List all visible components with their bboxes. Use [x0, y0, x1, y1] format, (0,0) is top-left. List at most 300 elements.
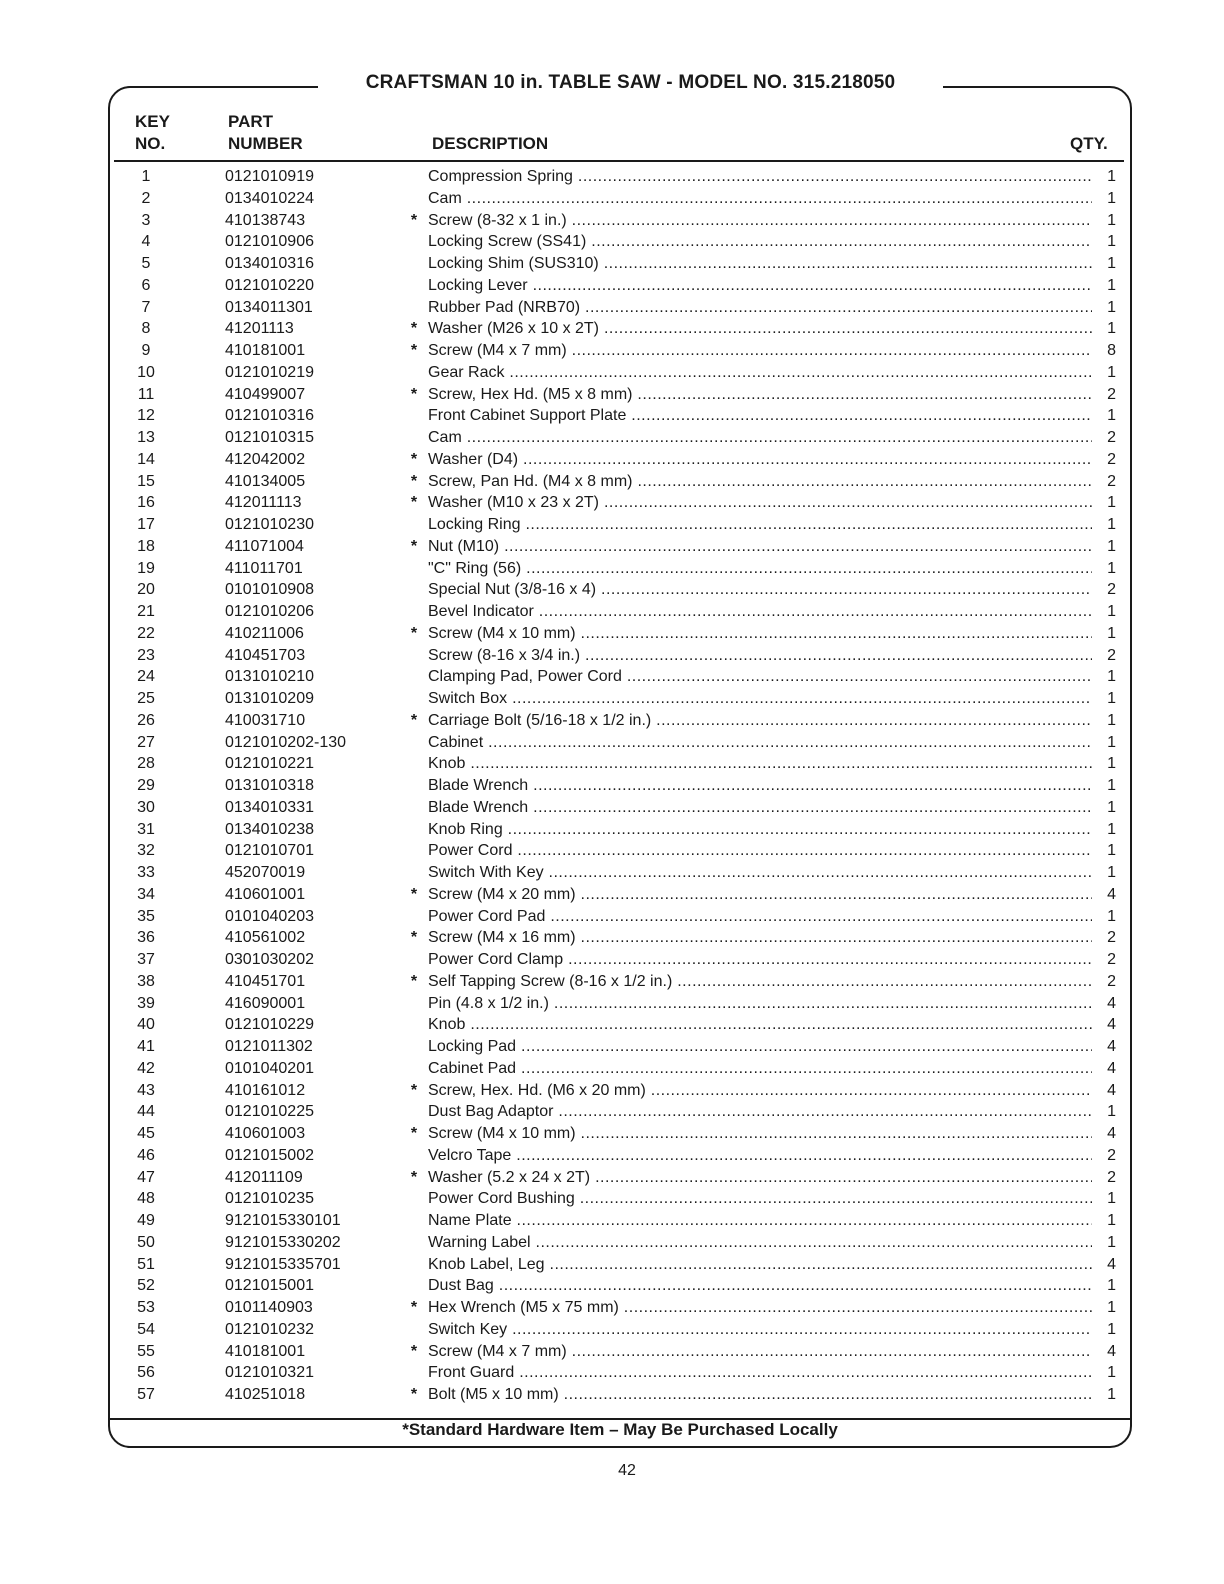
table-row: [0, 840, 1224, 862]
page-title: CRAFTSMAN 10 in. TABLE SAW - MODEL NO. 315.218050: [365, 72, 896, 93]
quantity: 8: [1107, 342, 1116, 359]
footnote: *Standard Hardware Item – May Be Purchased Locally: [402, 1420, 838, 1439]
hardware-mark: *: [410, 211, 418, 229]
quantity: 1: [1107, 624, 1116, 642]
table-row: [0, 753, 1224, 775]
key-number: 7: [141, 298, 151, 316]
key-header-line1: KEY: [135, 112, 170, 131]
quantity: 4: [1107, 885, 1116, 903]
part-number: 0121010220: [225, 276, 314, 294]
part-number: 452070019: [225, 864, 306, 881]
table-row: [0, 340, 1224, 362]
table-row: [0, 1080, 1224, 1102]
table-row: [0, 1341, 1224, 1363]
quantity: 1: [1107, 516, 1116, 533]
quantity: 2: [1107, 929, 1116, 947]
part-header-line2: NUMBER: [228, 134, 303, 153]
key-number: 12: [137, 407, 155, 425]
part-number: 0121010225: [225, 1103, 314, 1121]
quantity: 1: [1107, 168, 1116, 185]
key-number: 28: [137, 755, 155, 773]
key-number: 26: [137, 711, 155, 729]
part-description: Bolt (M5 x 10 mm) .....: [428, 1384, 1092, 1406]
table-row: [0, 1188, 1224, 1210]
key-number: 46: [137, 1146, 155, 1164]
key-number: 31: [137, 820, 155, 838]
part-number: 410181001: [225, 342, 306, 359]
quantity: 2: [1107, 951, 1116, 968]
part-description: Screw, Hex. Hd. (M6 x 20 mm) .....: [428, 1080, 1092, 1102]
part-number: 0134010331: [225, 798, 314, 816]
table-row: [0, 971, 1224, 993]
key-number: 21: [137, 603, 155, 620]
hardware-mark: *: [410, 624, 418, 642]
hardware-mark: *: [410, 711, 418, 729]
quantity: 4: [1107, 1059, 1116, 1077]
part-description: Screw (M4 x 10 mm) .....: [428, 623, 1092, 645]
part-number: 412011113: [225, 494, 302, 512]
quantity: 1: [1107, 189, 1116, 207]
part-description: Switch Key .....: [428, 1319, 1092, 1341]
part-description: Blade Wrench .....: [428, 775, 1092, 797]
key-number: 45: [137, 1125, 155, 1142]
hardware-mark: *: [410, 1386, 418, 1403]
quantity: 1: [1107, 407, 1116, 425]
part-number: 0121010221: [225, 755, 314, 773]
part-description: Washer (D4) .....: [428, 449, 1092, 471]
table-row: [0, 993, 1224, 1015]
quantity: 4: [1107, 1125, 1116, 1142]
key-number: 43: [137, 1081, 155, 1099]
part-number: 0131010318: [225, 777, 314, 794]
part-description: Rubber Pad (NRB70) .....: [428, 297, 1092, 319]
part-number: 0121010202-130: [225, 733, 347, 751]
hardware-mark: *: [410, 1342, 418, 1360]
part-description: Screw (M4 x 7 mm) .....: [428, 340, 1092, 362]
part-number: 0121015002: [225, 1146, 314, 1164]
table-row: [0, 1384, 1224, 1406]
key-number: 20: [137, 581, 155, 599]
qty-header: QTY.: [1070, 134, 1108, 153]
key-number: 40: [137, 1016, 155, 1034]
part-number: 410251018: [225, 1386, 306, 1403]
hardware-mark: *: [410, 385, 418, 403]
part-description: Washer (M10 x 23 x 2T) .....: [428, 492, 1092, 514]
quantity: 2: [1107, 429, 1116, 446]
quantity: 1: [1107, 668, 1116, 686]
table-row: [0, 862, 1224, 884]
table-row: [0, 666, 1224, 688]
key-number: 23: [137, 646, 155, 664]
key-number: 55: [137, 1342, 155, 1360]
part-description: Locking Pad .....: [428, 1036, 1092, 1058]
part-description: Locking Screw (SS41) .....: [428, 231, 1092, 253]
part-description: Knob Ring .....: [428, 819, 1092, 841]
part-description: Locking Ring .....: [428, 514, 1092, 536]
key-number: 33: [137, 864, 155, 881]
part-description: Washer (M26 x 10 x 2T) .....: [428, 318, 1092, 340]
part-number: 0121010919: [225, 168, 314, 185]
part-number: 410181001: [225, 1342, 306, 1360]
hardware-mark: *: [410, 494, 418, 512]
part-number: 412011109: [225, 1168, 303, 1186]
key-number: 11: [137, 385, 155, 403]
quantity: 4: [1107, 1255, 1116, 1273]
quantity: 1: [1107, 276, 1116, 294]
part-number: 0101040203: [225, 907, 314, 925]
table-row: [0, 775, 1224, 797]
part-number: 0121010229: [225, 1016, 314, 1034]
part-description: Screw, Pan Hd. (M4 x 8 mm) .....: [428, 471, 1092, 493]
table-row: [0, 405, 1224, 427]
part-number: 0134011301: [225, 298, 313, 316]
quantity: 1: [1107, 320, 1116, 338]
part-description: Knob .....: [428, 753, 1092, 775]
table-row: [0, 166, 1224, 188]
key-number: 35: [137, 907, 155, 925]
quantity: 1: [1107, 1299, 1116, 1316]
key-number: 42: [137, 1059, 155, 1077]
key-number: 51: [137, 1255, 155, 1273]
part-description: Cabinet .....: [428, 732, 1092, 754]
quantity: 1: [1107, 559, 1116, 577]
quantity: 1: [1107, 1364, 1116, 1382]
key-number: 53: [137, 1299, 155, 1316]
part-number: 410451701: [225, 972, 306, 990]
quantity: 2: [1107, 472, 1116, 490]
table-row: [0, 688, 1224, 710]
part-description: Hex Wrench (M5 x 75 mm) .....: [428, 1297, 1092, 1319]
table-row: [0, 906, 1224, 928]
key-number: 57: [137, 1386, 155, 1403]
part-number: 41201113: [225, 320, 294, 338]
part-description: Washer (5.2 x 24 x 2T) .....: [428, 1167, 1092, 1189]
part-description: Screw (M4 x 7 mm) .....: [428, 1341, 1092, 1363]
table-row: [0, 449, 1224, 471]
key-number: 17: [137, 516, 155, 533]
key-number: 36: [137, 929, 155, 947]
key-number: 50: [137, 1233, 155, 1251]
part-number: 0121010321: [225, 1364, 314, 1382]
quantity: 1: [1107, 255, 1116, 272]
key-number: 14: [137, 450, 155, 468]
key-number: 25: [137, 690, 155, 707]
part-number: 410451703: [225, 646, 306, 664]
quantity: 1: [1107, 733, 1116, 751]
part-number: 410138743: [225, 211, 306, 229]
header-rule: [114, 160, 1124, 162]
key-number: 32: [137, 842, 155, 860]
part-number: 0301030202: [225, 951, 314, 968]
table-row: [0, 362, 1224, 384]
part-description: Screw (M4 x 16 mm) .....: [428, 927, 1092, 949]
quantity: 1: [1107, 537, 1116, 555]
key-number: 18: [137, 537, 155, 555]
part-number: 410601003: [225, 1125, 306, 1142]
part-number: 0121011302: [225, 1038, 313, 1055]
quantity: 2: [1107, 646, 1116, 664]
part-number: 410601001: [225, 885, 306, 903]
quantity: 2: [1107, 581, 1116, 599]
part-number: 410561002: [225, 929, 306, 947]
table-row: [0, 471, 1224, 493]
key-header-line2: NO.: [135, 134, 166, 153]
quantity: 1: [1107, 494, 1116, 512]
part-number: 0121015001: [225, 1277, 314, 1295]
key-number: 37: [137, 951, 155, 968]
key-number: 52: [137, 1277, 155, 1295]
part-description: Front Cabinet Support Plate .....: [428, 405, 1092, 427]
part-number: 410211006: [225, 624, 304, 642]
table-row: [0, 949, 1224, 971]
quantity: 4: [1107, 994, 1116, 1012]
table-row: [0, 514, 1224, 536]
key-number: 54: [137, 1320, 155, 1338]
hardware-mark: *: [410, 972, 418, 990]
quantity: 1: [1107, 842, 1116, 860]
hardware-mark: *: [410, 472, 418, 490]
quantity: 1: [1107, 755, 1116, 773]
quantity: 1: [1107, 690, 1116, 707]
key-number: 27: [137, 733, 155, 751]
part-number: 412042002: [225, 450, 306, 468]
table-row: [0, 297, 1224, 319]
key-number: 47: [137, 1168, 155, 1186]
table-row: [0, 579, 1224, 601]
part-description: "C" Ring (56) .....: [428, 558, 1092, 580]
quantity: 4: [1107, 1038, 1116, 1055]
part-number: 0121010219: [225, 363, 314, 381]
part-number: 0121010701: [225, 842, 314, 860]
table-row: [0, 1232, 1224, 1254]
key-number: 15: [137, 472, 155, 490]
quantity: 2: [1107, 1146, 1116, 1164]
part-description: Power Cord Bushing .....: [428, 1188, 1092, 1210]
quantity: 1: [1107, 233, 1116, 251]
quantity: 2: [1107, 450, 1116, 468]
part-description: Gear Rack .....: [428, 362, 1092, 384]
table-row: [0, 1297, 1224, 1319]
table-row: [0, 1123, 1224, 1145]
table-row: [0, 710, 1224, 732]
hardware-mark: *: [410, 450, 418, 468]
part-number: 410031710: [225, 711, 306, 729]
part-description: Velcro Tape .....: [428, 1145, 1092, 1167]
quantity: 1: [1107, 298, 1116, 316]
part-description: Power Cord Clamp .....: [428, 949, 1092, 971]
part-description: Pin (4.8 x 1/2 in.) .....: [428, 993, 1092, 1015]
hardware-mark: *: [410, 885, 418, 903]
table-row: [0, 275, 1224, 297]
hardware-mark: *: [410, 320, 418, 338]
quantity: 1: [1107, 864, 1116, 881]
part-description: Switch Box .....: [428, 688, 1092, 710]
description-header: DESCRIPTION: [432, 134, 549, 153]
table-row: [0, 819, 1224, 841]
part-description: Knob .....: [428, 1014, 1092, 1036]
hardware-mark: *: [410, 1168, 418, 1186]
key-number: 9: [141, 342, 151, 359]
quantity: 1: [1107, 1190, 1116, 1208]
part-number: 9121015330202: [225, 1233, 341, 1251]
part-number: 0101140903: [225, 1299, 313, 1316]
part-number: 411071004: [225, 537, 304, 555]
part-description: Power Cord Pad .....: [428, 906, 1092, 928]
hardware-mark: *: [410, 1299, 418, 1316]
table-row: [0, 231, 1224, 253]
part-number: 0121010235: [225, 1190, 314, 1208]
quantity: 1: [1107, 1277, 1116, 1295]
part-description: Blade Wrench .....: [428, 797, 1092, 819]
quantity: 1: [1107, 1103, 1116, 1121]
table-row: [0, 1319, 1224, 1341]
table-row: [0, 601, 1224, 623]
part-description: Clamping Pad, Power Cord .....: [428, 666, 1092, 688]
key-number: 13: [137, 429, 155, 446]
key-number: 3: [141, 211, 151, 229]
page-number: 42: [618, 1462, 636, 1479]
part-description: Name Plate .....: [428, 1210, 1092, 1232]
hardware-mark: *: [410, 1081, 418, 1099]
key-number: 30: [137, 798, 155, 816]
part-number: 0134010238: [225, 820, 314, 838]
key-number: 38: [137, 972, 155, 990]
key-number: 41: [137, 1038, 155, 1055]
part-description: Compression Spring .....: [428, 166, 1092, 188]
part-number: 0121010316: [225, 407, 314, 425]
part-description: Bevel Indicator .....: [428, 601, 1092, 623]
quantity: 1: [1107, 798, 1116, 816]
key-number: 19: [137, 559, 155, 577]
part-description: Dust Bag .....: [428, 1275, 1092, 1297]
key-number: 4: [141, 233, 151, 251]
part-number: 0134010316: [225, 255, 314, 272]
table-row: [0, 1254, 1224, 1276]
part-description: Power Cord .....: [428, 840, 1092, 862]
table-row: [0, 1036, 1224, 1058]
part-description: Carriage Bolt (5/16-18 x 1/2 in.) .....: [428, 710, 1092, 732]
table-row: [0, 536, 1224, 558]
quantity: 1: [1107, 1233, 1116, 1251]
table-row: [0, 384, 1224, 406]
table-row: [0, 645, 1224, 667]
part-number: 411011701: [225, 559, 303, 577]
part-description: Self Tapping Screw (8-16 x 1/2 in.) .....: [428, 971, 1092, 993]
key-number: 24: [137, 668, 155, 686]
part-number: 0121010206: [225, 603, 314, 620]
quantity: 4: [1107, 1081, 1116, 1099]
table-row: [0, 558, 1224, 580]
key-number: 49: [137, 1212, 155, 1229]
key-number: 39: [137, 994, 155, 1012]
part-number: 410499007: [225, 385, 306, 403]
quantity: 4: [1107, 1016, 1116, 1034]
part-number: 0101040201: [225, 1059, 314, 1077]
table-row: [0, 623, 1224, 645]
quantity: 1: [1107, 211, 1116, 229]
table-row: [0, 927, 1224, 949]
table-row: [0, 253, 1224, 275]
table-row: [0, 492, 1224, 514]
table-row: [0, 1058, 1224, 1080]
part-number: 0131010210: [225, 668, 314, 686]
hardware-mark: *: [410, 1125, 418, 1142]
key-number: 8: [141, 320, 151, 338]
quantity: 1: [1107, 1320, 1116, 1338]
table-row: [0, 1275, 1224, 1297]
part-description: Special Nut (3/8-16 x 4) .....: [428, 579, 1092, 601]
parts-table: [0, 166, 1224, 1406]
part-description: Cam .....: [428, 188, 1092, 210]
quantity: 1: [1107, 907, 1116, 925]
table-row: [0, 1145, 1224, 1167]
part-number: 0131010209: [225, 690, 314, 707]
part-header-line1: PART: [228, 112, 274, 131]
hardware-mark: *: [410, 537, 418, 555]
part-number: 410134005: [225, 472, 306, 490]
table-row: [0, 797, 1224, 819]
part-description: Cam .....: [428, 427, 1092, 449]
key-number: 1: [141, 168, 151, 185]
part-description: Locking Shim (SUS310) .....: [428, 253, 1092, 275]
hardware-mark: *: [410, 342, 418, 359]
quantity: 2: [1107, 972, 1116, 990]
part-number: 0134010224: [225, 189, 314, 207]
table-row: [0, 1101, 1224, 1123]
key-number: 44: [137, 1103, 155, 1121]
part-number: 9121015330101: [225, 1212, 341, 1229]
part-description: Switch With Key .....: [428, 862, 1092, 884]
table-row: [0, 1210, 1224, 1232]
part-description: Dust Bag Adaptor .....: [428, 1101, 1092, 1123]
part-description: Screw (8-16 x 3/4 in.) .....: [428, 645, 1092, 667]
key-number: 22: [137, 624, 155, 642]
part-description: Warning Label .....: [428, 1232, 1092, 1254]
quantity: 1: [1107, 777, 1116, 794]
quantity: 1: [1107, 603, 1116, 620]
part-description: Screw, Hex Hd. (M5 x 8 mm) .....: [428, 384, 1092, 406]
quantity: 1: [1107, 363, 1116, 381]
part-number: 0121010232: [225, 1320, 314, 1338]
quantity: 2: [1107, 385, 1116, 403]
table-row: [0, 1167, 1224, 1189]
quantity: 1: [1107, 1212, 1116, 1229]
table-row: [0, 1014, 1224, 1036]
key-number: 56: [137, 1364, 155, 1382]
part-number: 9121015335701: [225, 1255, 341, 1273]
part-number: 0121010906: [225, 233, 314, 251]
table-row: [0, 884, 1224, 906]
part-number: 0121010315: [225, 429, 314, 446]
part-description: Screw (M4 x 20 mm) .....: [428, 884, 1092, 906]
quantity: 1: [1107, 1386, 1116, 1403]
part-number: 410161012: [225, 1081, 306, 1099]
key-number: 16: [137, 494, 155, 512]
hardware-mark: *: [410, 929, 418, 947]
part-description: Cabinet Pad .....: [428, 1058, 1092, 1080]
quantity: 1: [1107, 711, 1116, 729]
key-number: 29: [137, 777, 155, 794]
part-number: 416090001: [225, 994, 306, 1012]
table-row: [0, 210, 1224, 232]
key-number: 2: [141, 189, 151, 207]
table-row: [0, 188, 1224, 210]
part-description: Screw (8-32 x 1 in.) .....: [428, 210, 1092, 232]
table-row: [0, 427, 1224, 449]
part-description: Locking Lever .....: [428, 275, 1092, 297]
key-number: 10: [137, 363, 155, 381]
key-number: 5: [141, 255, 151, 272]
